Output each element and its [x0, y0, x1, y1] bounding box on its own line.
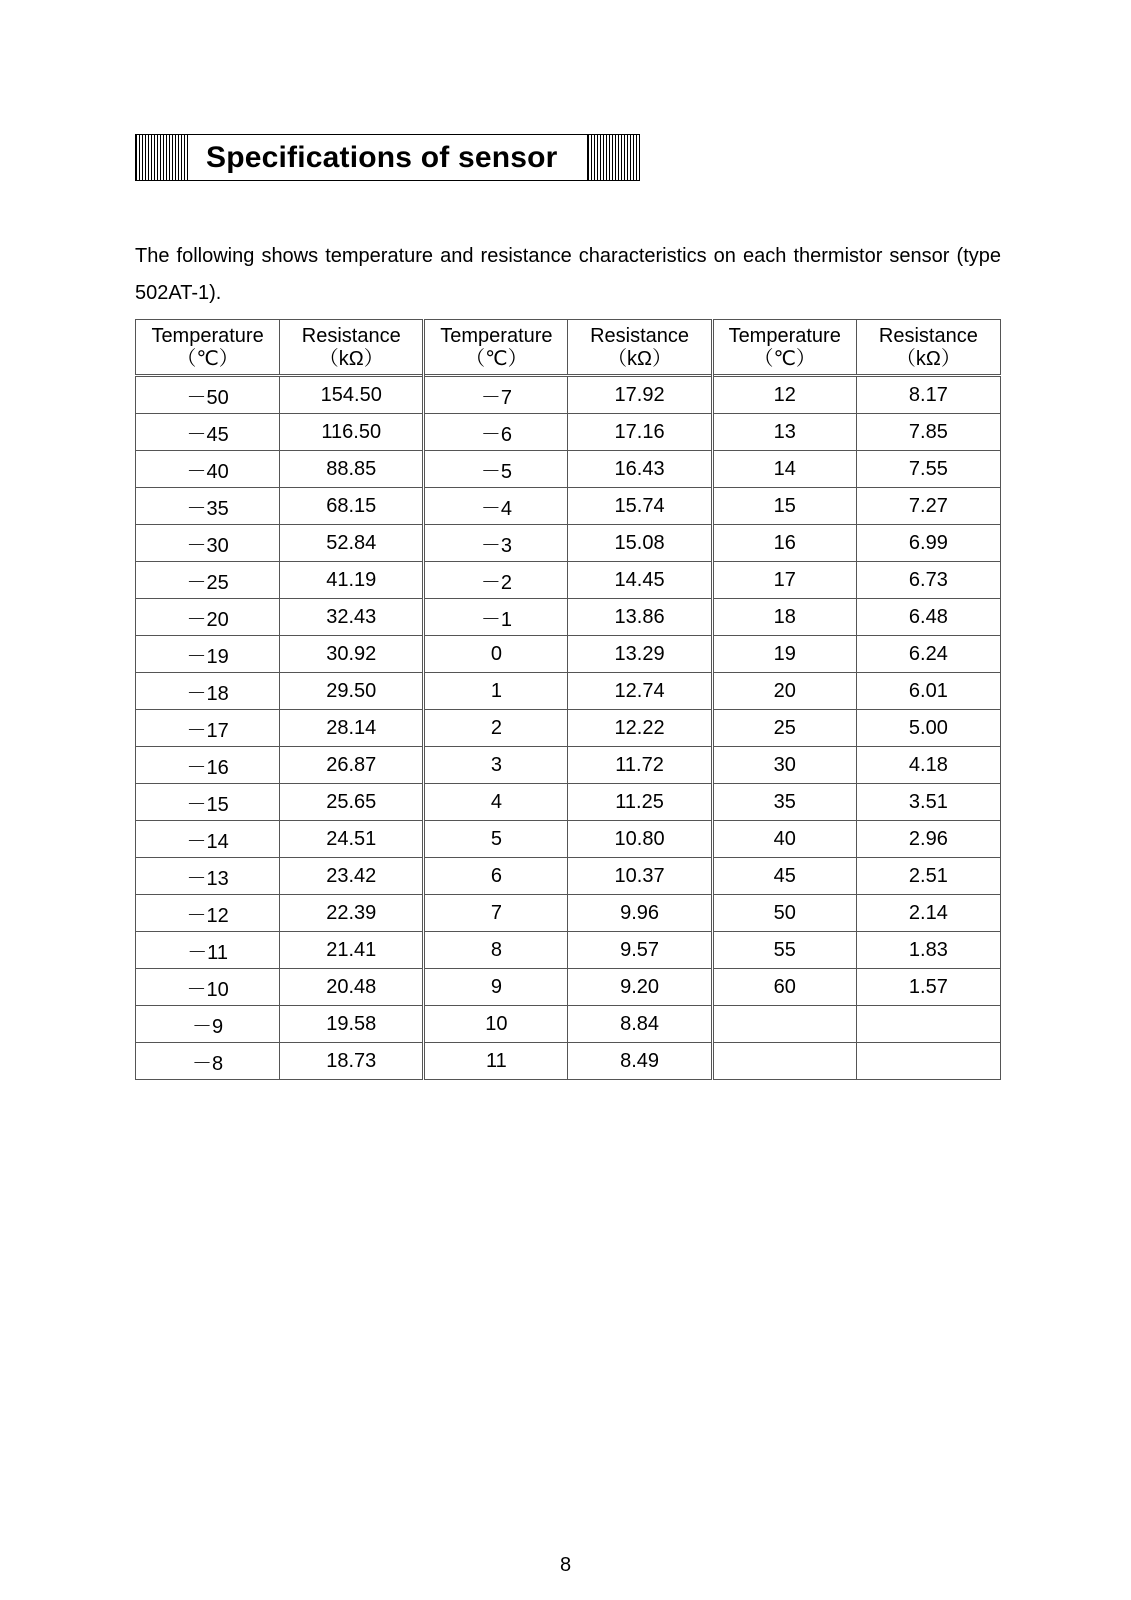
table-row: [136, 932, 1001, 969]
resistance-cell: 6.73: [856, 562, 1000, 599]
resistance-cell: 6.01: [856, 673, 1000, 710]
table-row: [136, 451, 1001, 488]
resistance-cell: 18.73: [280, 1043, 424, 1080]
table-row: [136, 969, 1001, 1006]
resistance-cell: 23.42: [280, 858, 424, 895]
resistance-cell: 16.43: [568, 451, 712, 488]
table-row: [136, 784, 1001, 821]
column-header-label: Resistance: [590, 324, 690, 347]
resistance-cell: 1.83: [856, 932, 1000, 969]
table-row: [136, 895, 1001, 932]
column-header-unit: （kΩ）: [318, 347, 384, 370]
temperature-cell: －1: [424, 599, 568, 636]
temperature-cell: 35: [712, 784, 856, 821]
column-header-label: Temperature: [151, 324, 264, 347]
resistance-cell: 29.50: [280, 673, 424, 710]
column-header-temperature: [136, 320, 280, 376]
temperature-cell: －25: [136, 562, 280, 599]
temperature-cell: －7: [424, 376, 568, 414]
resistance-cell: 19.58: [280, 1006, 424, 1043]
table-row: [136, 710, 1001, 747]
table-row: [136, 376, 1001, 414]
resistance-cell: 12.22: [568, 710, 712, 747]
temperature-cell: 15: [712, 488, 856, 525]
temperature-cell: 45: [712, 858, 856, 895]
resistance-cell: 52.84: [280, 525, 424, 562]
temperature-cell: 60: [712, 969, 856, 1006]
temperature-cell: 4: [424, 784, 568, 821]
temperature-cell: －12: [136, 895, 280, 932]
resistance-cell: 9.20: [568, 969, 712, 1006]
resistance-cell: 2.51: [856, 858, 1000, 895]
table-row: [136, 562, 1001, 599]
temperature-cell: －10: [136, 969, 280, 1006]
temperature-cell: 13: [712, 414, 856, 451]
temperature-cell: 55: [712, 932, 856, 969]
resistance-cell: 4.18: [856, 747, 1000, 784]
temperature-cell: －19: [136, 636, 280, 673]
resistance-cell: 116.50: [280, 414, 424, 451]
resistance-cell: 7.27: [856, 488, 1000, 525]
temperature-cell: －6: [424, 414, 568, 451]
resistance-cell: 10.37: [568, 858, 712, 895]
resistance-cell: 88.85: [280, 451, 424, 488]
resistance-cell: 7.85: [856, 414, 1000, 451]
temperature-cell: －13: [136, 858, 280, 895]
resistance-cell: 21.41: [280, 932, 424, 969]
temperature-cell: －4: [424, 488, 568, 525]
resistance-cell: 2.14: [856, 895, 1000, 932]
temperature-cell: 20: [712, 673, 856, 710]
resistance-cell: 9.96: [568, 895, 712, 932]
temperature-cell: －20: [136, 599, 280, 636]
table-row: [136, 747, 1001, 784]
temperature-cell: 2: [424, 710, 568, 747]
resistance-cell: 1.57: [856, 969, 1000, 1006]
resistance-cell: 8.17: [856, 376, 1000, 414]
temperature-cell: －14: [136, 821, 280, 858]
column-header-resistance: [856, 320, 1000, 376]
resistance-cell: 2.96: [856, 821, 1000, 858]
resistance-cell: 26.87: [280, 747, 424, 784]
resistance-cell: 8.49: [568, 1043, 712, 1080]
resistance-cell: 6.48: [856, 599, 1000, 636]
column-header-unit: （kΩ）: [607, 347, 673, 370]
table-row: [136, 821, 1001, 858]
column-header-unit: （kΩ）: [895, 347, 961, 370]
temperature-cell: 16: [712, 525, 856, 562]
resistance-cell: 20.48: [280, 969, 424, 1006]
temperature-cell: 17: [712, 562, 856, 599]
temperature-cell: 7: [424, 895, 568, 932]
resistance-cell: [856, 1043, 1000, 1080]
temperature-cell: 9: [424, 969, 568, 1006]
table-body: [136, 376, 1001, 1080]
temperature-cell: －16: [136, 747, 280, 784]
temperature-cell: 18: [712, 599, 856, 636]
resistance-cell: 30.92: [280, 636, 424, 673]
section-title: Specifications of sensor: [206, 140, 558, 174]
table-row: [136, 414, 1001, 451]
resistance-cell: 17.16: [568, 414, 712, 451]
column-header-label: Resistance: [301, 324, 401, 347]
resistance-cell: 13.29: [568, 636, 712, 673]
temperature-cell: 12: [712, 376, 856, 414]
thermistor-spec-table: [135, 319, 1001, 1080]
column-header-unit: （℃）: [465, 347, 528, 370]
temperature-cell: 10: [424, 1006, 568, 1043]
resistance-cell: 5.00: [856, 710, 1000, 747]
temperature-cell: 6: [424, 858, 568, 895]
temperature-cell: 11: [424, 1043, 568, 1080]
resistance-cell: 6.99: [856, 525, 1000, 562]
section-title-box: [135, 134, 640, 181]
temperature-cell: 0: [424, 636, 568, 673]
temperature-cell: 5: [424, 821, 568, 858]
column-header-label: Temperature: [440, 324, 553, 347]
page-number: 8: [559, 1554, 572, 1576]
resistance-cell: 15.74: [568, 488, 712, 525]
temperature-cell: －8: [136, 1043, 280, 1080]
table-row: [136, 673, 1001, 710]
temperature-cell: －35: [136, 488, 280, 525]
table-row: [136, 858, 1001, 895]
temperature-cell: －5: [424, 451, 568, 488]
temperature-cell: 19: [712, 636, 856, 673]
temperature-cell: －2: [424, 562, 568, 599]
table-row: [136, 1043, 1001, 1080]
resistance-cell: 68.15: [280, 488, 424, 525]
column-header-resistance: [280, 320, 424, 376]
resistance-cell: 12.74: [568, 673, 712, 710]
temperature-cell: 50: [712, 895, 856, 932]
resistance-cell: 24.51: [280, 821, 424, 858]
temperature-cell: －9: [136, 1006, 280, 1043]
resistance-cell: 17.92: [568, 376, 712, 414]
resistance-cell: 28.14: [280, 710, 424, 747]
resistance-cell: 9.57: [568, 932, 712, 969]
temperature-cell: [712, 1043, 856, 1080]
title-hatch-right-decoration: [587, 135, 639, 180]
resistance-cell: 154.50: [280, 376, 424, 414]
resistance-cell: 11.72: [568, 747, 712, 784]
column-header-unit: （℃）: [753, 347, 816, 370]
resistance-cell: 41.19: [280, 562, 424, 599]
temperature-cell: 14: [712, 451, 856, 488]
resistance-cell: 13.86: [568, 599, 712, 636]
temperature-cell: 40: [712, 821, 856, 858]
column-header-label: Temperature: [728, 324, 841, 347]
temperature-cell: 25: [712, 710, 856, 747]
temperature-cell: －15: [136, 784, 280, 821]
column-header-label: Resistance: [878, 324, 978, 347]
temperature-cell: 3: [424, 747, 568, 784]
temperature-cell: －3: [424, 525, 568, 562]
table-row: [136, 599, 1001, 636]
table-row: [136, 636, 1001, 673]
table-header-row: [136, 320, 1001, 376]
resistance-cell: 32.43: [280, 599, 424, 636]
temperature-cell: －11: [136, 932, 280, 969]
resistance-cell: 25.65: [280, 784, 424, 821]
table-row: [136, 488, 1001, 525]
temperature-cell: －45: [136, 414, 280, 451]
column-header-temperature: [712, 320, 856, 376]
resistance-cell: 8.84: [568, 1006, 712, 1043]
temperature-cell: －30: [136, 525, 280, 562]
resistance-cell: 6.24: [856, 636, 1000, 673]
resistance-cell: 10.80: [568, 821, 712, 858]
temperature-cell: [712, 1006, 856, 1043]
temperature-cell: －50: [136, 376, 280, 414]
table-row: [136, 525, 1001, 562]
column-header-resistance: [568, 320, 712, 376]
resistance-cell: [856, 1006, 1000, 1043]
column-header-temperature: [424, 320, 568, 376]
temperature-cell: 30: [712, 747, 856, 784]
resistance-cell: 3.51: [856, 784, 1000, 821]
temperature-cell: －40: [136, 451, 280, 488]
table-row: [136, 1006, 1001, 1043]
column-header-unit: （℃）: [176, 347, 239, 370]
temperature-cell: －17: [136, 710, 280, 747]
temperature-cell: 1: [424, 673, 568, 710]
title-hatch-left-decoration: [136, 135, 188, 180]
temperature-cell: －18: [136, 673, 280, 710]
temperature-cell: 8: [424, 932, 568, 969]
resistance-cell: 7.55: [856, 451, 1000, 488]
resistance-cell: 14.45: [568, 562, 712, 599]
resistance-cell: 11.25: [568, 784, 712, 821]
resistance-cell: 15.08: [568, 525, 712, 562]
resistance-cell: 22.39: [280, 895, 424, 932]
intro-paragraph: The following shows temperature and resistance characteristics on each thermistor sensor (type 502AT-1).: [135, 245, 1001, 304]
